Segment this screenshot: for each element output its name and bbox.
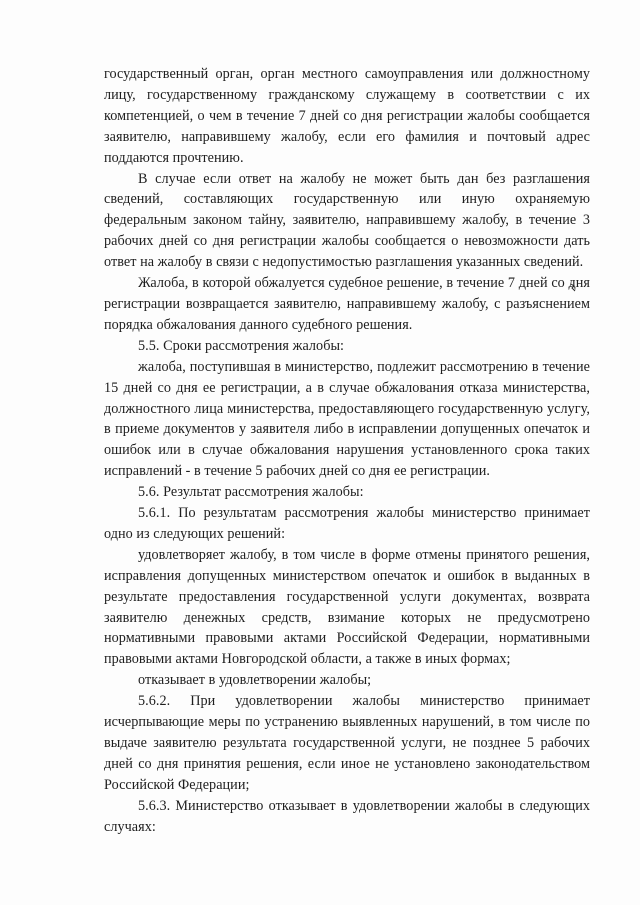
scan-artifact-mark [570,283,576,293]
paragraph-court-decision: Жалоба, в которой обжалуется судебное решение, в течение 7 дней со дня регистрации возвращается заявителю, направившему жалобу, с разъяснением порядка обжалования данного судебного решения. [104,275,590,333]
paragraph-satisfies-complaint: удовлетворяет жалобу, в том числе в форме отмены принятого решения, исправления допущенных министерством опечаток и ошибок в выданных в результате предоставления государственной услуги документах, возврата заявителю денежных средств, взимание которых не предусмотрено нормативными правовыми актами Российской Федерации, нормативными правовыми актами Новгородской области, а также в иных формах; [104,546,590,668]
paragraph-5-6-2: 5.6.2. При удовлетворении жалобы министерство принимает исчерпывающие меры по устранению выявленных нарушений, в том числе по выдаче заявителю результата государственной услуги, не позднее 5 рабочих дней со дня принятия решения, если иное не установлено законодательством Российской Федерации; [104,693,590,793]
section-heading-5-5: 5.5. Сроки рассмотрения жалобы: [138,337,345,354]
paragraph-5-6-3: 5.6.3. Министерство отказывает в удовлетворении жалобы в следующих случаях: [104,797,590,835]
document-body [104,64,590,838]
paragraph-secret-information: В случае если ответ на жалобу не может быть дан без разглашения сведений, составляющих государственную или иную охраняемую федеральным законом тайну, заявителю, направившему жалобу, в течение 3 рабочих дней со дня регистрации жалобы сообщается о невозможности дать ответ на жалобу в связи с недопустимостью разглашения указанных сведений. [104,170,590,271]
paragraph-5-6-1: 5.6.1. По результатам рассмотрения жалобы министерство принимает одно из следующих решений: [104,505,590,542]
paragraph-review-terms: жалоба, поступившая в министерство, подлежит рассмотрению в течение 15 дней со дня ее регистрации, а в случае обжалования отказа министерства, должностного лица министерства, предоставляющего государственную услугу, в приеме документов у заявителя либо в исправлении допущенных опечаток и ошибок или в случае обжалования нарушения установленного срока таких исправлений - в течение 5 рабочих дней со дня ее регистрации. [104,358,590,480]
paragraph-refuses-complaint: отказывает в удовлетворении жалобы; [138,672,372,689]
paragraph-continuation: государственный орган, орган местного самоуправления или должностному лицу, государственному гражданскому служащему в соответствии с их компетенцией, о чем в течение 7 дней со дня регистрации жалобы сообщается заявителю, направившему жалобу, если его фамилия и почтовый адрес поддаются прочтению. [104,66,590,166]
section-heading-5-6: 5.6. Результат рассмотрения жалобы: [138,484,364,501]
